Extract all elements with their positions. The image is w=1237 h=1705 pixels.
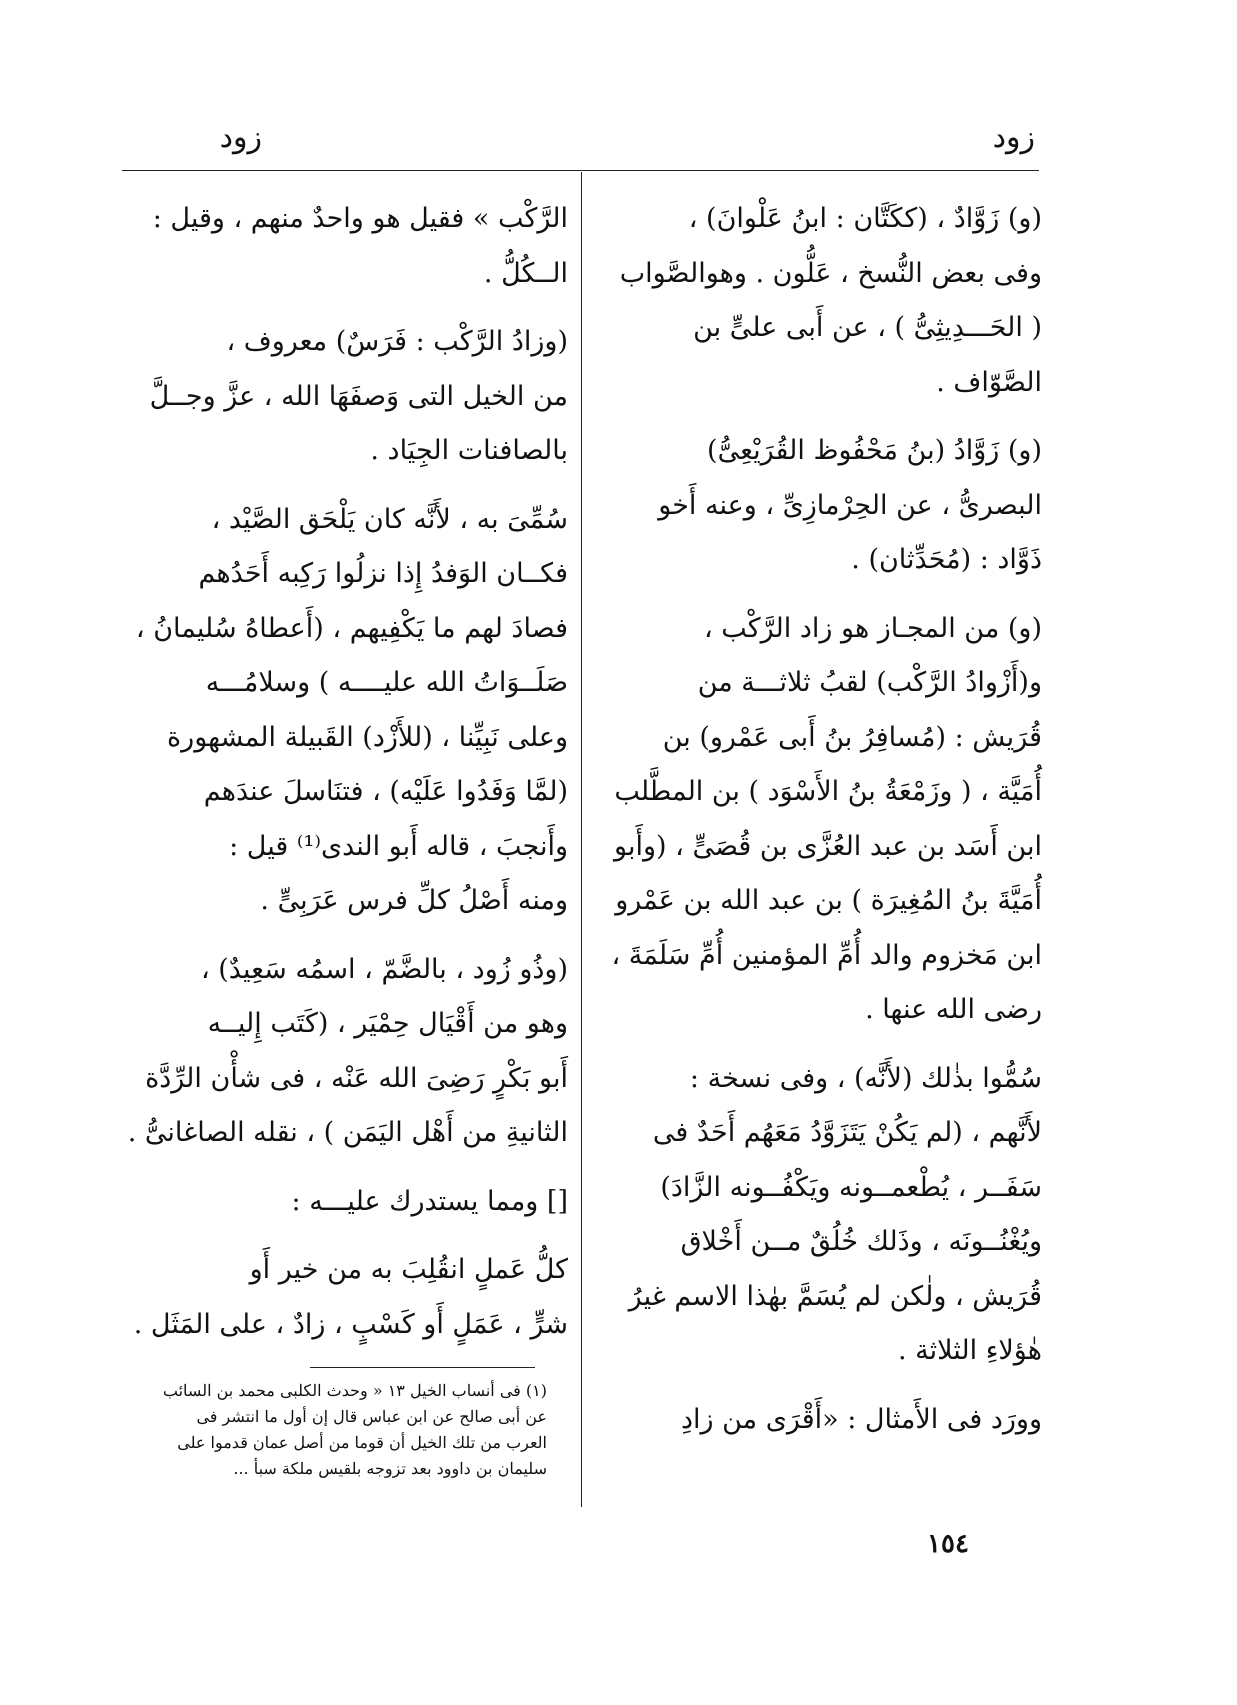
left-column (122, 192, 568, 1352)
column-divider (581, 172, 582, 1507)
text-line: (وزادُ الرَّكْب : فَرَسٌ) معروف ، (226, 326, 568, 357)
text-line: الثانيةِ من أَهْل اليَمَن ) ، نقله الصاغانىُّ . (127, 1117, 568, 1148)
paragraph-gap (122, 1161, 568, 1175)
paragraph-gap (122, 479, 568, 493)
text-line: (و) زَوَّادٌ ، (ككَتَّان : ابنُ عَلْوانَ) ، (688, 203, 1042, 234)
paragraph-gap (597, 1038, 1042, 1052)
paragraph-gap (122, 301, 568, 315)
paragraph-gap (597, 588, 1042, 602)
text-line: سُمِّىَ به ، لأَنَّه كان يَلْحَق الصَّيْد ، (211, 503, 568, 535)
text-line: وهو من أَقْيَال حِمْيَر ، (كَتَب إِليــه (207, 1008, 568, 1039)
footnote-line: العرب من تلك الخيل أن قوما من أصل عمان قدموا على (177, 1433, 547, 1452)
text-line: ابن أَسَد بن عبد العُزَّى بن قُصَىٍّ ، (وأَبو (614, 830, 1042, 862)
text-line: صَلَــوَاتُ الله عليــــه ) وسلامُـــه (205, 667, 568, 698)
text-line: ذَوَّاد : (مُحَدِّثان) . (851, 544, 1042, 575)
text-line: قُرَيش : (مُسافِرُ بنُ أَبى عَمْرو) بن (662, 721, 1042, 753)
text-line: رضى الله عنها . (865, 994, 1042, 1025)
footnote-line: سليمان بن داوود بعد تزوجه بلقيس ملكة سبأ ... (233, 1459, 547, 1478)
text-line: قُرَيش ، ولٰكن لم يُسَمَّ بهٰذا الاسم غيرُ (628, 1280, 1042, 1312)
text-line: فكــان الوَفدُ إِذا نزلُوا رَكِبه أَحَدُهم (198, 558, 568, 589)
footnote-rule (310, 1367, 535, 1368)
text-line: سَفَــر ، يُطْعمــونه ويَكْفُــونه الزَّادَ) (660, 1171, 1042, 1203)
text-line: و(أَزْوادُ الرَّكْب) لقبُ ثلاثـــة من (697, 667, 1042, 698)
text-line: وأَنجبَ ، قاله أَبو الندى⁽¹⁾ قيل : (229, 830, 568, 862)
running-header-right: زود (992, 120, 1035, 155)
paragraph-gap (597, 1379, 1042, 1393)
text-line: أُمَيَّة ، ( وزَمْعَةُ بنُ الأَسْوَد ) بن المطَّلب (614, 776, 1042, 807)
text-line: ويُغْنُــونَه ، وذَلك خُلُقٌ مــن أَخْلاق (680, 1226, 1042, 1257)
text-line: ( الحَـــدِيثِىُّ ) ، عن أَبى علىٍّ بن (693, 312, 1042, 343)
text-line: (وذُو زُود ، بالضَّمّ ، اسمُه سَعِيدٌ) ، (200, 953, 568, 985)
text-line: الــكُلُّ . (483, 257, 568, 289)
text-line: الصَّوّاف . (936, 366, 1042, 398)
text-line: (لمَّا وَفَدُوا عَلَيْه) ، فتنَاسلَ عندَهم (203, 776, 568, 807)
text-line: (و) من المجـاز هو زاد الرَّكْب ، (703, 612, 1042, 644)
text-line: أُمَيَّةَ بنُ المُغِيرَة ) بن عبد الله بن عَمْرو (615, 885, 1042, 916)
text-line: فصادَ لهم ما يَكْفِيهم ، (أَعطاهُ سُليمانُ ، (135, 612, 568, 644)
paragraph-gap (122, 929, 568, 943)
right-column (597, 192, 1042, 1447)
header-rule (122, 170, 1039, 171)
text-line: لأَنَّهم ، (لم يَكُنْ يَتَزَوَّدُ مَعَهُم أَحَدٌ فى (652, 1117, 1042, 1148)
footnote-line: (١) فى أنساب الخيل ١٣ « وحدث الكلبى محمد بن السائب (162, 1381, 547, 1400)
text-line: (و) زَوَّادُ (بنُ مَحْفُوظ القُرَيْعِىُّ) (707, 435, 1042, 466)
text-line: بالصافنات الجِيَاد . (370, 435, 568, 466)
text-line: ابن مَخزوم والد أُمِّ المؤمنين أُمِّ سَلَمَةَ ، (611, 939, 1042, 971)
footnotes (122, 1378, 547, 1482)
text-line: وعلى نَبِيِّنا ، (للأَزْد) القَبيلة المشهورة (167, 721, 568, 753)
text-line: أَبو بَكْرٍ رَضِىَ الله عَنْه ، فى شأْن الرِّدَّة (145, 1062, 568, 1094)
text-line: ومنه أَصْلُ كلِّ فرس عَرَبِىٍّ . (260, 885, 568, 916)
running-header-left: زود (219, 120, 262, 155)
paragraph-gap (597, 410, 1042, 424)
text-line: البصرىُّ ، عن الحِرْمازِىِّ ، وعنه أَخو (658, 489, 1042, 521)
page-number: ١٥٤ (927, 1529, 969, 1559)
paragraph-gap (122, 1229, 568, 1243)
text-line: وفى بعض النُّسخ ، عَلُّون . وهوالصَّواب (619, 257, 1042, 289)
text-line: الرَّكْب » فقيل هو واحدٌ منهم ، وقيل : (152, 203, 568, 234)
text-line: شرٍّ ، عَمَلٍ أَو كَسْبٍ ، زادٌ ، على المَثَل . (133, 1308, 568, 1340)
footnote-line: عن أبى صالح عن ابن عباس قال إن أول ما انتشر فى (196, 1407, 547, 1426)
text-line: [] ومما يستدرك عليـــه : (291, 1185, 568, 1217)
text-line: سُمُّوا بذٰلك (لأَنَّه) ، وفى نسخة : (689, 1062, 1042, 1094)
text-line: وورَد فى الأَمثال : «أَقْرَى من زادِ (680, 1403, 1042, 1435)
text-line: كلُّ عَملٍ انقُلِبَ به من خير أَو (249, 1254, 568, 1285)
text-line: هٰؤلاءِ الثلاثة . (897, 1335, 1042, 1366)
text-line: من الخيل التى وَصفَهَا الله ، عزَّ وجــلَّ (149, 380, 568, 412)
